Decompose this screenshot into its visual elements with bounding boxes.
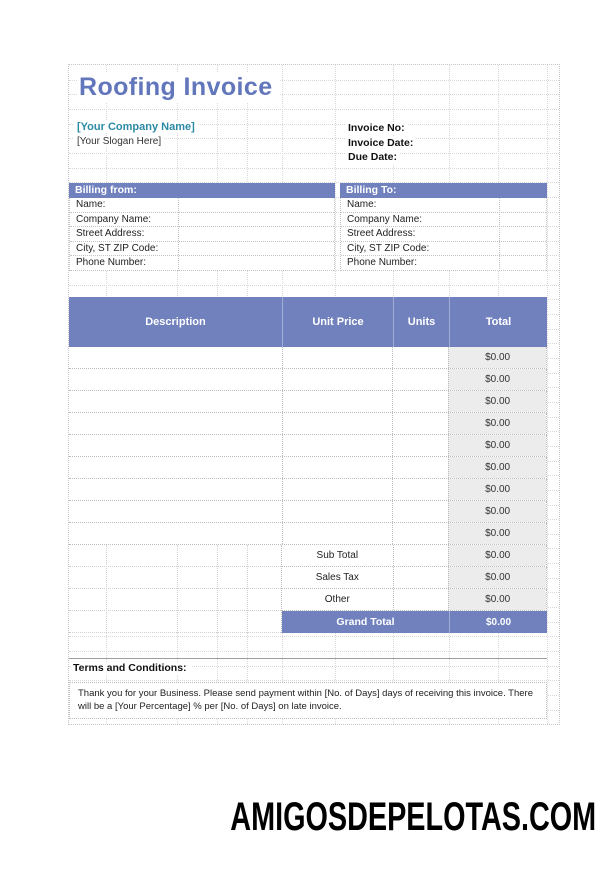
grid-line bbox=[69, 153, 559, 154]
page-title: Roofing Invoice bbox=[77, 73, 279, 102]
description-cell[interactable] bbox=[69, 501, 282, 522]
other-value: $0.00 bbox=[448, 589, 546, 610]
col-header-unit-price: Unit Price bbox=[282, 297, 393, 347]
unit-price-cell[interactable] bbox=[282, 369, 393, 390]
description-cell[interactable] bbox=[69, 479, 282, 500]
terms-divider bbox=[69, 658, 547, 659]
billing-from-divider bbox=[178, 198, 179, 271]
description-cell[interactable] bbox=[69, 435, 282, 456]
item-row bbox=[69, 479, 547, 501]
billing-from-street[interactable]: Street Address: bbox=[70, 227, 334, 242]
subtotal-value: $0.00 bbox=[448, 545, 546, 566]
grid-line bbox=[69, 109, 559, 110]
company-name-placeholder[interactable]: [Your Company Name] bbox=[74, 121, 198, 133]
grand-total-row bbox=[282, 611, 547, 633]
units-cell[interactable] bbox=[392, 479, 448, 500]
units-cell[interactable] bbox=[392, 435, 448, 456]
units-cell[interactable] bbox=[392, 347, 448, 368]
unit-price-cell[interactable] bbox=[282, 523, 393, 544]
due-date-label: Due Date: bbox=[345, 151, 400, 164]
item-row bbox=[69, 435, 547, 457]
billing-from-city[interactable]: City, ST ZIP Code: bbox=[70, 242, 334, 257]
unit-price-cell[interactable] bbox=[282, 435, 393, 456]
sales-tax-value: $0.00 bbox=[448, 567, 546, 588]
total-cell: $0.00 bbox=[448, 391, 546, 412]
other-label: Other bbox=[324, 594, 350, 605]
total-cell: $0.00 bbox=[448, 413, 546, 434]
description-cell[interactable] bbox=[69, 347, 282, 368]
billing-to-header: Billing To: bbox=[340, 183, 547, 198]
total-cell: $0.00 bbox=[448, 479, 546, 500]
total-cell: $0.00 bbox=[448, 369, 546, 390]
col-header-description: Description bbox=[145, 316, 206, 328]
total-cell: $0.00 bbox=[448, 347, 546, 368]
col-header-total: Total bbox=[449, 297, 547, 347]
units-cell[interactable] bbox=[392, 457, 448, 478]
empty-cell bbox=[393, 545, 449, 566]
description-cell[interactable] bbox=[69, 391, 282, 412]
empty-cell bbox=[393, 567, 449, 588]
grid-line bbox=[69, 285, 559, 286]
total-cell: $0.00 bbox=[448, 435, 546, 456]
units-cell[interactable] bbox=[392, 523, 448, 544]
description-cell[interactable] bbox=[69, 369, 282, 390]
unit-price-cell[interactable] bbox=[282, 413, 393, 434]
unit-price-cell[interactable] bbox=[282, 479, 393, 500]
items-table bbox=[69, 297, 547, 633]
billing-from-phone[interactable]: Phone Number: bbox=[70, 256, 334, 271]
col-header-units: Units bbox=[393, 297, 449, 347]
billing-to-divider bbox=[499, 198, 500, 271]
item-row bbox=[69, 523, 547, 545]
item-row bbox=[69, 369, 547, 391]
description-cell[interactable] bbox=[69, 457, 282, 478]
item-row bbox=[69, 391, 547, 413]
grid-line bbox=[69, 651, 559, 652]
sales-tax-label: Sales Tax bbox=[315, 572, 359, 583]
watermark-suffix: .COM bbox=[520, 795, 596, 839]
billing-from-company[interactable]: Company Name: bbox=[70, 213, 334, 228]
billing-to-phone[interactable]: Phone Number: bbox=[341, 256, 546, 271]
total-cell: $0.00 bbox=[448, 501, 546, 522]
item-row bbox=[69, 501, 547, 523]
item-row bbox=[69, 413, 547, 435]
unit-price-cell[interactable] bbox=[282, 457, 393, 478]
table-header-row bbox=[69, 297, 547, 347]
grid-line bbox=[547, 65, 548, 724]
invoice-sheet bbox=[68, 64, 560, 725]
subtotal-label: Sub Total bbox=[316, 550, 359, 561]
units-cell[interactable] bbox=[392, 391, 448, 412]
terms-heading: Terms and Conditions: bbox=[71, 662, 191, 674]
units-cell[interactable] bbox=[392, 501, 448, 522]
billing-to-block bbox=[340, 198, 547, 271]
units-cell[interactable] bbox=[392, 369, 448, 390]
item-row bbox=[69, 457, 547, 479]
billing-from-block bbox=[69, 198, 335, 271]
terms-body: Thank you for your Business. Please send payment within [No. of Days] days of receiving this invoice. There will be a [Your Percentage] % per [No. of Days] on late invoice. bbox=[69, 682, 547, 719]
description-cell[interactable] bbox=[69, 523, 282, 544]
sales-tax-row bbox=[282, 567, 547, 589]
grid-line bbox=[69, 168, 559, 169]
grand-total-label: Grand Total bbox=[282, 611, 449, 633]
invoice-no-label: Invoice No: bbox=[345, 122, 408, 135]
item-row bbox=[69, 347, 547, 369]
billing-to-company[interactable]: Company Name: bbox=[341, 213, 546, 228]
invoice-date-label: Invoice Date: bbox=[345, 137, 416, 150]
units-cell[interactable] bbox=[392, 413, 448, 434]
empty-cell bbox=[393, 589, 449, 610]
unit-price-cell[interactable] bbox=[282, 391, 393, 412]
billing-to-city[interactable]: City, ST ZIP Code: bbox=[341, 242, 546, 257]
watermark bbox=[230, 797, 596, 837]
grid-line bbox=[69, 636, 559, 637]
other-row bbox=[282, 589, 547, 611]
grand-total-value: $0.00 bbox=[449, 611, 547, 633]
billing-from-header: Billing from: bbox=[69, 183, 335, 198]
unit-price-cell[interactable] bbox=[282, 347, 393, 368]
billing-to-name[interactable]: Name: bbox=[341, 198, 546, 213]
slogan-placeholder[interactable]: [Your Slogan Here] bbox=[74, 136, 164, 147]
unit-price-cell[interactable] bbox=[282, 501, 393, 522]
total-cell: $0.00 bbox=[448, 523, 546, 544]
description-cell[interactable] bbox=[69, 413, 282, 434]
billing-to-street[interactable]: Street Address: bbox=[341, 227, 546, 242]
billing-from-name[interactable]: Name: bbox=[70, 198, 334, 213]
watermark-main: AMIGOSDEPELOTAS bbox=[230, 795, 521, 839]
total-cell: $0.00 bbox=[448, 457, 546, 478]
subtotal-row bbox=[282, 545, 547, 567]
